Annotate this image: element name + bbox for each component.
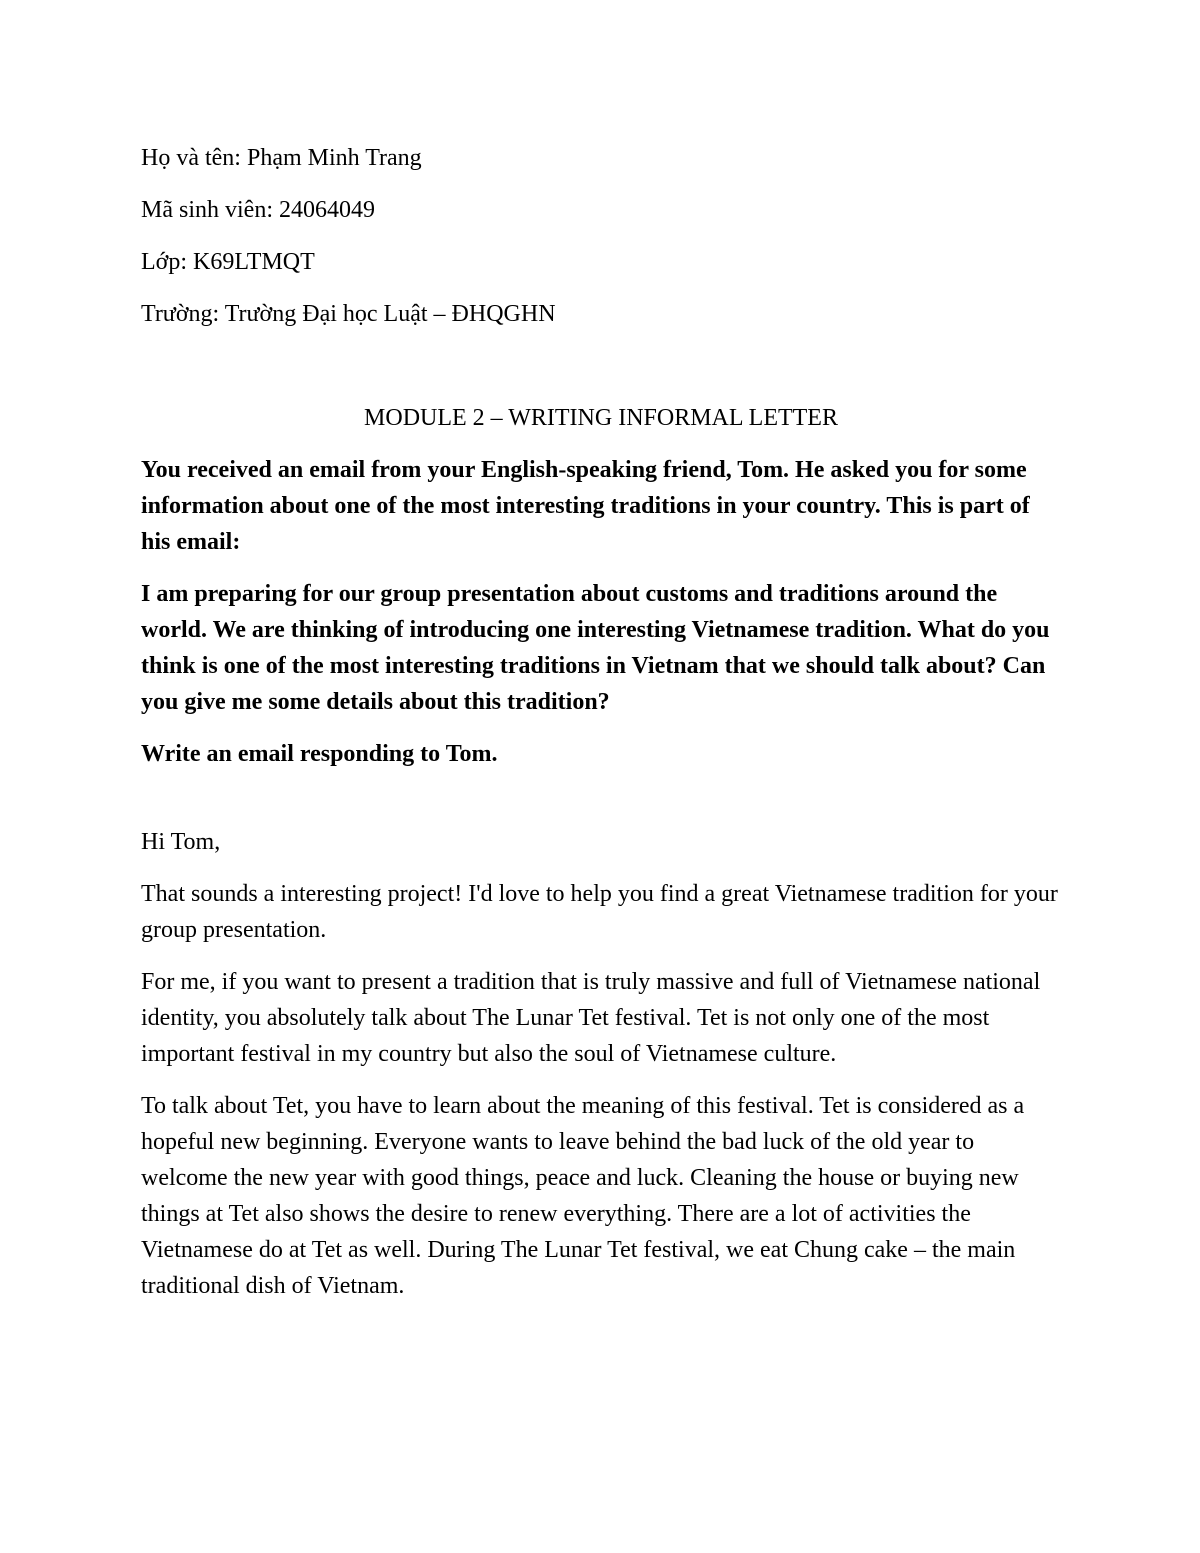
document-body [141, 140, 1061, 1320]
letter-greeting: Hi Tom, [141, 829, 221, 855]
prompt-intro: You received an email from your English-speaking friend, Tom. He asked you for some information about one of the most interesting traditions in your country. This is part of his email: [141, 457, 1030, 555]
prompt-email-excerpt: I am preparing for our group presentation about customs and traditions around the world. We are thinking of introducing one interesting Vietnamese tradition. What do you think is one of the most interesting traditions in Vietnam that we should talk about? Can you give me some details about this tradition? [141, 581, 1050, 715]
letter-paragraph-3: To talk about Tet, you have to learn about the meaning of this festival. Tet is considered as a hopeful new beginning. Everyone wants to leave behind the bad luck of the old year to welcome the new year with good things, peace and luck. Cleaning the house or buying new things at Tet also shows the desire to renew everything. There are a lot of activities the Vietnamese do at Tet as well. During The Lunar Tet festival, we eat Chung cake – the main traditional dish of Vietnam. [141, 1093, 1025, 1299]
letter-paragraph-2: For me, if you want to present a tradition that is truly massive and full of Vietnamese national identity, you absolutely talk about The Lunar Tet festival. Tet is not only one of the most important festival in my country but also the soul of Vietnamese culture. [141, 969, 1041, 1067]
class-line: Lớp: K69LTMQT [141, 249, 315, 275]
student-id-line: Mã sinh viên: 24064049 [141, 197, 375, 223]
student-name-line: Họ và tên: Phạm Minh Trang [141, 145, 422, 171]
school-line: Trường: Trường Đại học Luật – ĐHQGHN [141, 301, 556, 327]
document-title: MODULE 2 – WRITING INFORMAL LETTER [364, 405, 838, 431]
prompt-instruction: Write an email responding to Tom. [141, 741, 498, 767]
letter-paragraph-1: That sounds a interesting project! I'd love to help you find a great Vietnamese tradition for your group presentation. [141, 881, 1058, 943]
